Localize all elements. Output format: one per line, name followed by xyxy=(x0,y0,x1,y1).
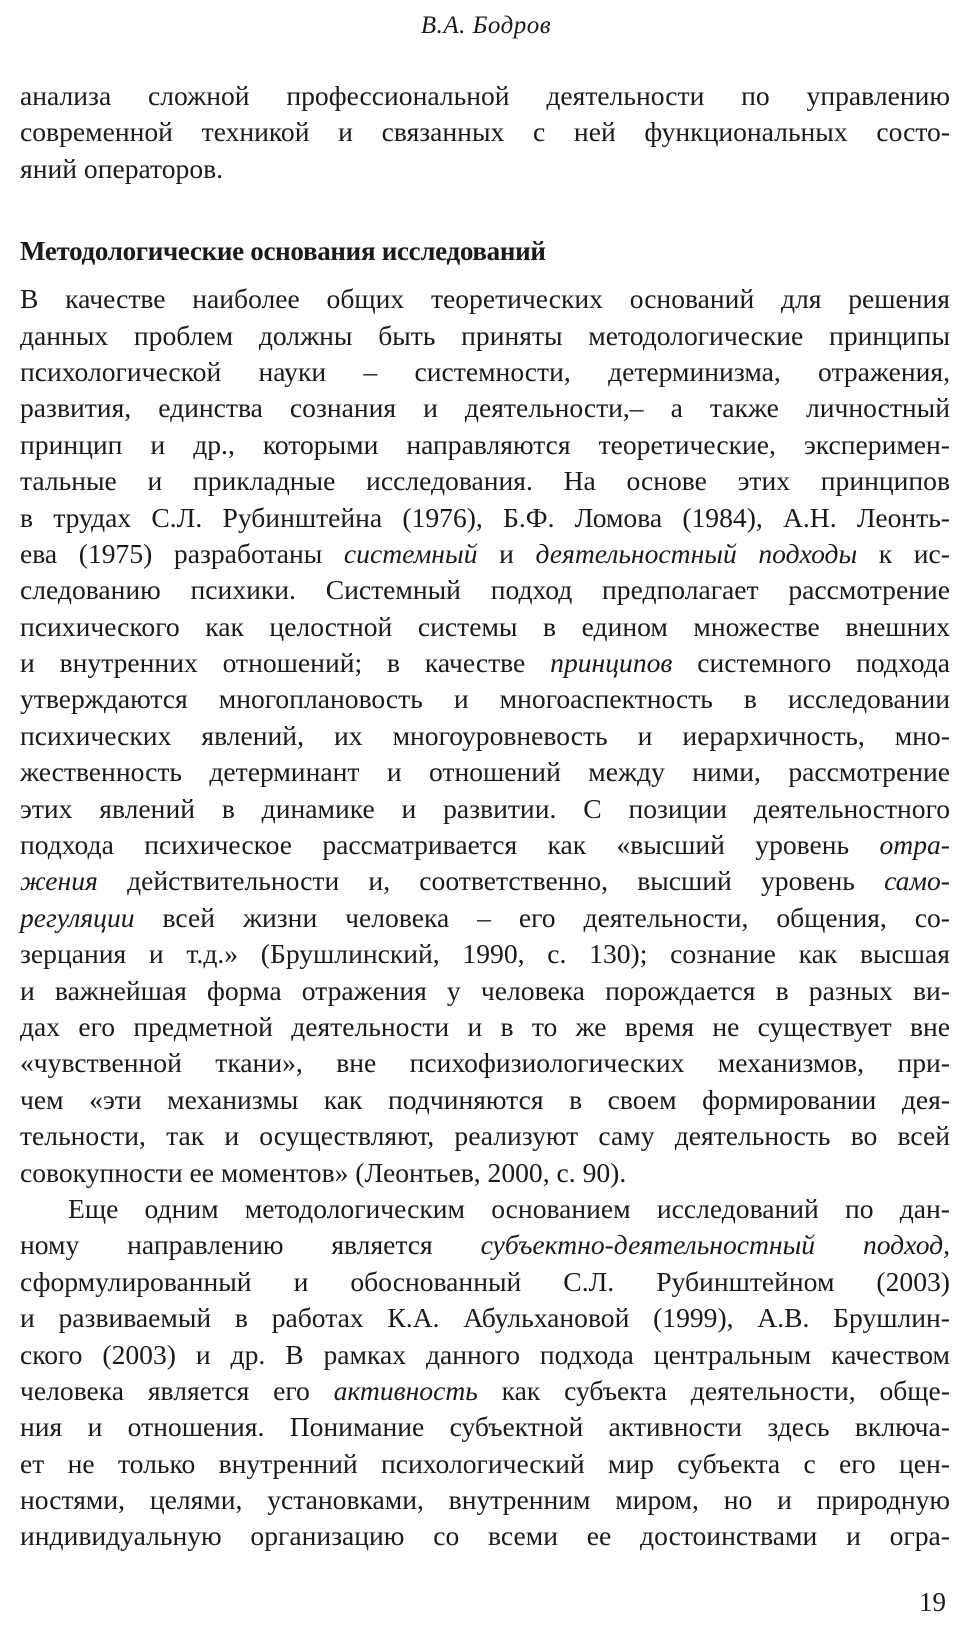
text-line: и развиваемый в работах К.А. Абульхановой (1999), А.В. Брушлин- xyxy=(20,1302,950,1334)
text-run: ева (1975) разработаны xyxy=(20,537,344,569)
text-line: тальные и прикладные исследования. На основе этих принципов xyxy=(20,465,950,497)
text-line: в трудах С.Л. Рубинштейна (1976), Б.Ф. Ломова (1984), А.Н. Леонть- xyxy=(20,501,950,533)
page-body xyxy=(20,78,950,1555)
text-line: данных проблем должны быть приняты методологические принципы xyxy=(20,319,950,351)
emphasis: само- xyxy=(884,865,950,897)
text-run: человека является его xyxy=(20,1374,334,1406)
text-run: всей жизни человека – его деятельности, общения, со- xyxy=(134,901,950,933)
page-number: 19 xyxy=(919,1587,946,1617)
text-line xyxy=(20,536,950,572)
intro-paragraph xyxy=(20,78,950,187)
text-line: сформулированный и обоснованный С.Л. Рубинштейном (2003) xyxy=(20,1265,950,1297)
text-line: совокупности ее моментов» (Леонтьев, 2000, с. 90). xyxy=(20,1156,627,1188)
text-line: и важнейшая форма отражения у человека порождается в разных ви- xyxy=(20,974,950,1006)
text-line: этих явлений в динамике и развитии. С позиции деятельностного xyxy=(20,792,950,824)
text-line: тельности, так и осуществляют, реализуют саму деятельность во всей xyxy=(20,1120,950,1152)
text-line: анализа сложной профессиональной деятельности по управлению xyxy=(20,80,950,111)
text-line: ского (2003) и др. В рамках данного подхода центральным качеством xyxy=(20,1338,950,1370)
text-run: к ис- xyxy=(857,537,950,569)
text-run: и xyxy=(477,537,536,569)
emphasis: регуляции xyxy=(20,901,135,933)
emphasis: активность xyxy=(333,1374,478,1406)
text-line: утверждаются многоплановость и многоаспектность в исследовании xyxy=(20,683,950,715)
text-line xyxy=(20,1227,950,1263)
text-run: действительности и, соответственно, высший уровень xyxy=(97,865,885,897)
text-line xyxy=(20,645,950,681)
text-line: зерцания и т.д.» (Брушлинский, 1990, с. 130); сознание как высшая xyxy=(20,938,950,970)
emphasis: системный xyxy=(343,537,478,569)
text-run: системного подхода xyxy=(672,647,950,679)
text-line: ет не только внутренний психологический мир субъекта с его цен- xyxy=(20,1447,950,1479)
text-line: В качестве наиболее общих теоретических оснований для решения xyxy=(20,283,950,315)
text-run: как субъекта деятельности, обще- xyxy=(477,1374,950,1406)
text-line: жественность детерминант и отношений между ними, рассмотрение xyxy=(20,756,950,788)
text-line: психического как целостной системы в едином множестве внешних xyxy=(20,610,950,642)
section-heading: Методологические основания исследований xyxy=(20,236,546,267)
text-line xyxy=(20,863,950,899)
text-line: «чувственной ткани», вне психофизиологических механизмов, при- xyxy=(20,1047,950,1079)
text-line: развития, единства сознания и деятельности,– а также личностный xyxy=(20,392,950,424)
paragraph-1 xyxy=(20,281,950,1191)
paragraph-2 xyxy=(20,1191,950,1555)
emphasis: принципов xyxy=(550,647,673,679)
emphasis: отра- xyxy=(879,829,950,861)
text-line: современной техникой и связанных с ней функциональных состо- xyxy=(20,116,950,148)
emphasis: субъектно-деятельностный подход, xyxy=(480,1229,950,1261)
text-line: индивидуальную организацию со всеми ее достоинствами и огра- xyxy=(20,1520,950,1552)
text-line xyxy=(20,827,950,863)
text-run: и внутренних отношений; в качестве xyxy=(20,647,551,679)
text-run: подхода психическое рассматривается как «высший уровень xyxy=(20,829,880,861)
running-head: В.А. Бодров xyxy=(420,12,552,39)
text-line: следованию психики. Системный подход предполагает рассмотрение xyxy=(20,574,950,606)
text-line: дах его предметной деятельности и в то же время не существует вне xyxy=(20,1010,950,1042)
text-line xyxy=(20,900,950,936)
text-line: принцип и др., которыми направляются теоретические, эксперимен- xyxy=(20,428,950,460)
text-run: ному направлению является xyxy=(20,1229,481,1261)
text-line: Еще одним методологическим основанием исследований по дан- xyxy=(68,1192,950,1224)
text-line: ностями, целями, установками, внутренним миром, но и природную xyxy=(20,1484,950,1516)
emphasis: жения xyxy=(20,865,98,897)
text-line xyxy=(20,1373,950,1409)
text-line: ния и отношения. Понимание субъектной активности здесь включа- xyxy=(20,1411,950,1443)
text-line: психологической науки – системности, детерминизма, отражения, xyxy=(20,355,950,387)
emphasis: деятельностный подходы xyxy=(535,537,858,569)
text-line: чем «эти механизмы как подчиняются в своем формировании дея- xyxy=(20,1083,950,1115)
text-line: яний операторов. xyxy=(20,152,224,184)
text-line: психических явлений, их многоуровневость и иерархичность, мно- xyxy=(20,719,950,751)
